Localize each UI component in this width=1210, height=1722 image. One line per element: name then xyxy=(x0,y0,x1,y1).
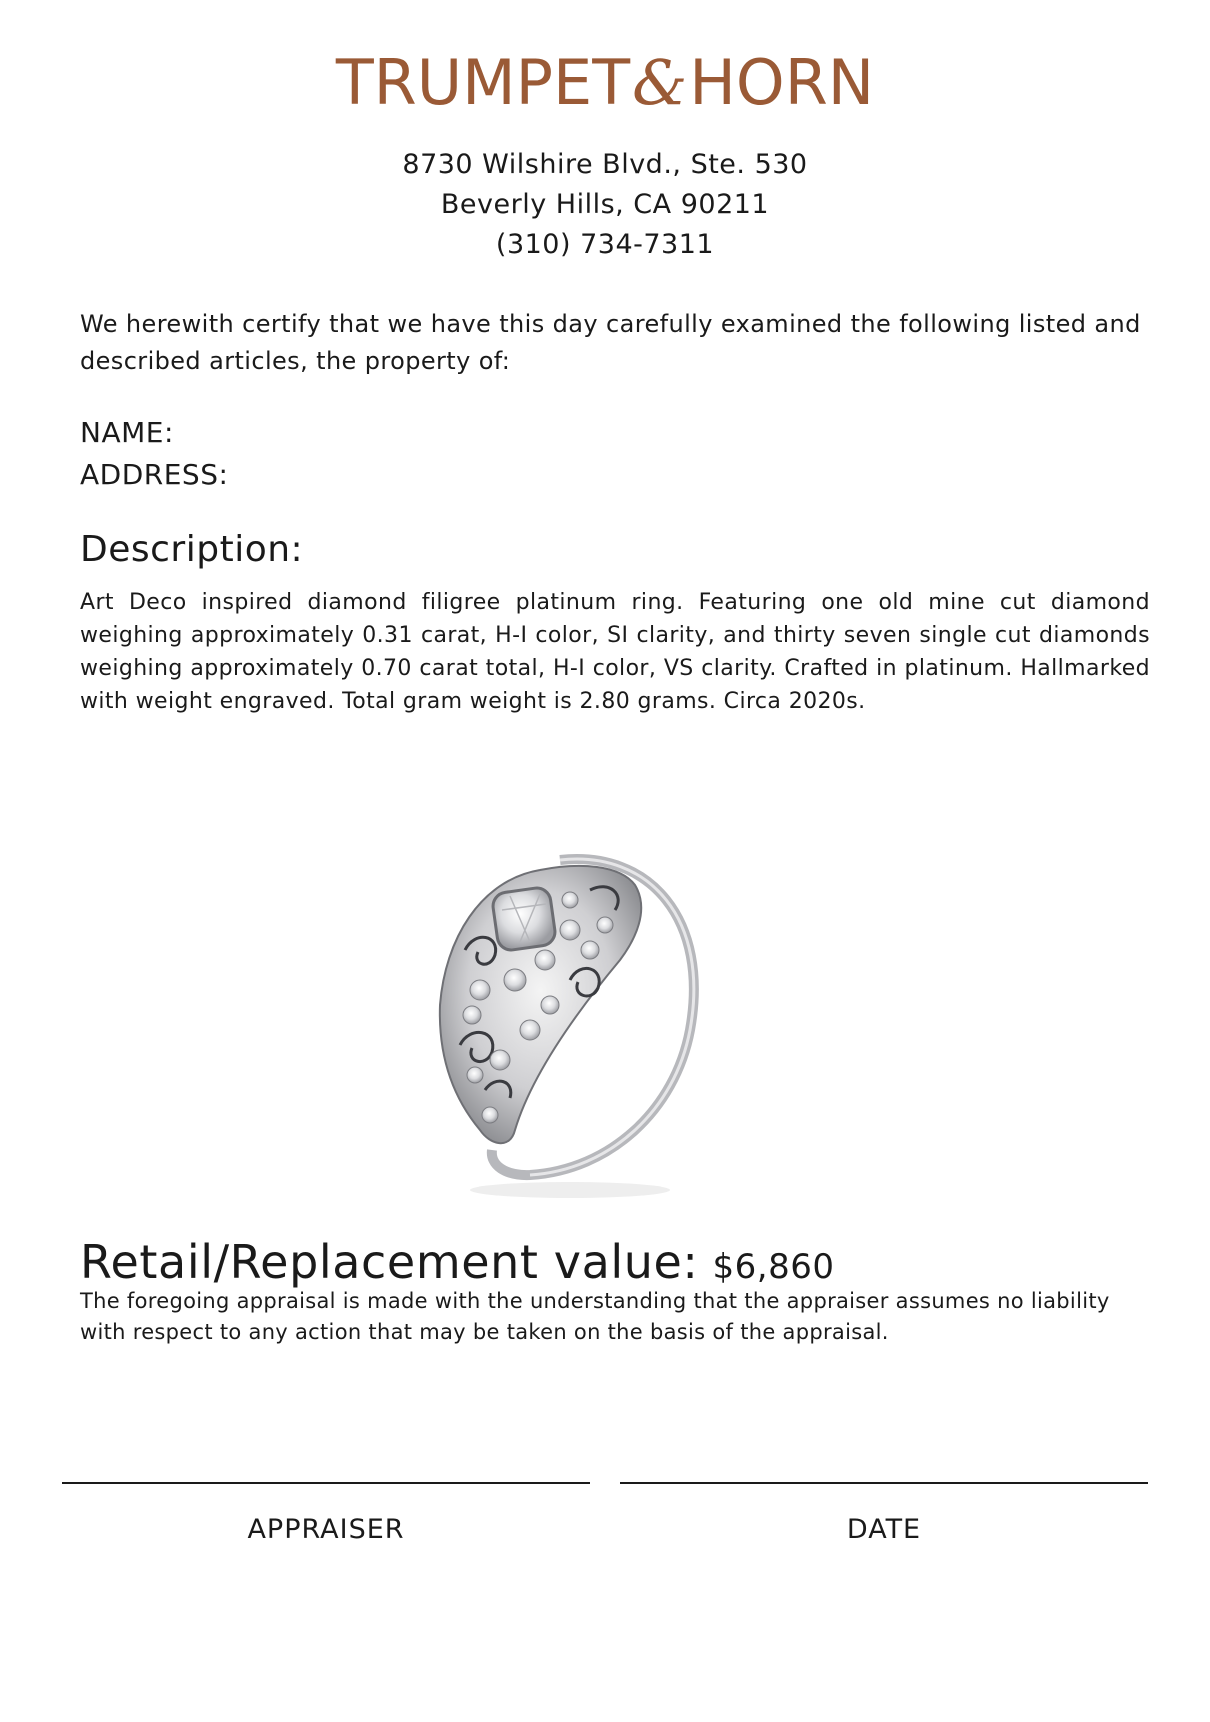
phone-number: (310) 734-7311 xyxy=(495,229,715,260)
ring-icon xyxy=(420,830,720,1210)
ring-photo xyxy=(420,830,720,1210)
store-address-block xyxy=(0,145,1210,265)
value-amount: $6,860 xyxy=(712,1247,835,1287)
description-heading: Description: xyxy=(80,529,304,570)
date-label: DATE xyxy=(846,1514,922,1545)
address-line-2: Beverly Hills, CA 90211 xyxy=(440,189,770,220)
appraisal-disclaimer: The foregoing appraisal is made with the understanding that the appraiser assumes no liability with respect to any action that may be taken on the basis of the appraisal. xyxy=(80,1289,1110,1344)
brand-ampersand: & xyxy=(632,46,688,119)
name-field-label: NAME: xyxy=(80,416,174,449)
address-field-label: ADDRESS: xyxy=(80,458,229,491)
date-signature-line[interactable] xyxy=(620,1482,1148,1484)
brand-name-part2: HORN xyxy=(689,46,875,119)
value-label: Retail/Replacement value: xyxy=(80,1235,699,1289)
description-body: Art Deco inspired diamond filigree platinum ring. Featuring one old mine cut diamond weighing approximately 0.31 carat, H-I color, SI clarity, and thirty seven single cut diamonds weighing approximately 0.70 carat total, H-I color, VS clarity. Crafted in platinum. Hallmarked with weight engraved. Total gram weight is 2.80 grams. Circa 2020s. xyxy=(80,590,1150,714)
brand-logo xyxy=(0,46,1210,119)
appraiser-label: APPRAISER xyxy=(247,1514,405,1545)
owner-fields xyxy=(80,412,228,496)
brand-name-part1: TRUMPET xyxy=(335,46,631,119)
address-line-1: 8730 Wilshire Blvd., Ste. 530 xyxy=(402,149,808,180)
certification-statement: We herewith certify that we have this day carefully examined the following listed and described articles, the property of: xyxy=(80,310,1141,375)
appraiser-signature-line[interactable] xyxy=(62,1482,590,1484)
